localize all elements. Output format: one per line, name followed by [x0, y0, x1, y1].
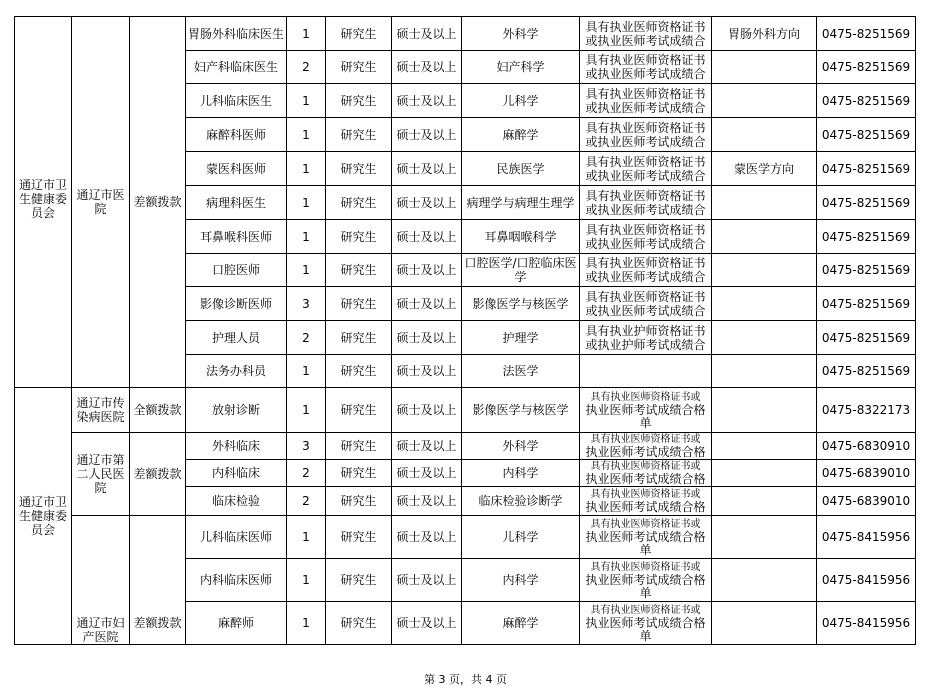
qualification-cell	[580, 84, 712, 118]
degree-cell: 硕士及以上	[392, 220, 462, 254]
other-requirement-cell	[712, 460, 817, 487]
education-cell: 研究生	[326, 254, 392, 287]
count-cell: 2	[287, 460, 326, 487]
qualification-cell	[580, 355, 712, 388]
degree-cell: 硕士及以上	[392, 321, 462, 355]
funding-cell: 差额拨款	[130, 17, 186, 388]
qualification-cell-text: 具有执业医师资格证书或执业医师考试成绩合	[585, 120, 706, 149]
count-cell: 1	[287, 516, 326, 559]
qualification-cell-text: 具有执业医师资格证书或执业医师考试成绩合	[585, 188, 706, 217]
other-requirement-cell	[712, 321, 817, 355]
position-cell: 放射诊断	[186, 388, 287, 433]
position-cell: 儿科临床医生	[186, 84, 287, 118]
qualification-line-2: 执业医师考试成绩合格单	[585, 572, 706, 600]
degree-cell: 硕士及以上	[392, 84, 462, 118]
phone-cell: 0475-8251569	[817, 118, 916, 152]
other-requirement-cell	[712, 220, 817, 254]
education-cell: 研究生	[326, 602, 392, 645]
education-cell: 研究生	[326, 516, 392, 559]
degree-cell: 硕士及以上	[392, 118, 462, 152]
other-requirement-cell	[712, 51, 817, 84]
hospital-cell: 通辽市妇产医院	[72, 516, 130, 645]
phone-cell: 0475-8251569	[817, 186, 916, 220]
phone-cell: 0475-6839010	[817, 460, 916, 487]
qualification-cell	[580, 118, 712, 152]
agency-cell: 通辽市卫生健康委员会	[15, 388, 72, 645]
count-cell: 3	[287, 287, 326, 321]
degree-cell: 硕士及以上	[392, 460, 462, 487]
qualification-text	[580, 433, 711, 459]
position-cell: 外科临床	[186, 433, 287, 460]
hospital-cell: 通辽市第二人民医院	[72, 433, 130, 516]
qualification-cell-text: 具有执业医师资格证书或执业医师考试成绩合	[585, 19, 706, 48]
other-requirement-cell	[712, 433, 817, 460]
phone-cell: 0475-8415956	[817, 602, 916, 645]
degree-cell: 硕士及以上	[392, 17, 462, 51]
position-cell: 胃肠外科临床医生	[186, 17, 287, 51]
major-cell: 影像医学与核医学	[462, 287, 580, 321]
major-cell: 口腔医学/口腔临床医学	[462, 254, 580, 287]
hospital-cell: 通辽市传染病医院	[72, 388, 130, 433]
other-requirement-cell	[712, 118, 817, 152]
qualification-line-2: 执业医师考试成绩合格单	[585, 402, 706, 430]
position-cell: 妇产科临床医生	[186, 51, 287, 84]
qualification-cell	[580, 388, 712, 433]
education-cell: 研究生	[326, 287, 392, 321]
phone-cell: 0475-8251569	[817, 84, 916, 118]
education-cell: 研究生	[326, 186, 392, 220]
major-cell: 儿科学	[462, 84, 580, 118]
degree-cell: 硕士及以上	[392, 355, 462, 388]
table-row	[15, 516, 916, 559]
qualification-cell	[580, 220, 712, 254]
position-cell: 儿科临床医师	[186, 516, 287, 559]
qualification-cell-text: 具有执业医师资格证书或执业医师考试成绩合	[585, 222, 706, 251]
major-cell: 外科学	[462, 17, 580, 51]
qualification-cell	[580, 460, 712, 487]
major-cell: 法医学	[462, 355, 580, 388]
position-cell: 病理科医生	[186, 186, 287, 220]
qualification-cell-text	[580, 357, 711, 385]
count-cell: 1	[287, 355, 326, 388]
education-cell: 研究生	[326, 559, 392, 602]
qualification-cell	[580, 17, 712, 51]
position-cell: 影像诊断医师	[186, 287, 287, 321]
count-cell: 1	[287, 388, 326, 433]
major-cell: 妇产科学	[462, 51, 580, 84]
qualification-cell	[580, 516, 712, 559]
recruitment-table	[14, 16, 916, 645]
phone-cell: 0475-8251569	[817, 17, 916, 51]
table-row	[15, 388, 916, 433]
degree-cell: 硕士及以上	[392, 433, 462, 460]
qualification-cell-text: 具有执业医师资格证书或执业医师考试成绩合	[585, 86, 706, 115]
qualification-line-1: 具有执业医师资格证书或	[590, 391, 701, 403]
qualification-line-2: 执业医师考试成绩合格	[585, 445, 706, 459]
major-cell: 内科学	[462, 559, 580, 602]
position-cell: 内科临床	[186, 460, 287, 487]
qualification-cell	[580, 487, 712, 516]
count-cell: 1	[287, 118, 326, 152]
phone-cell: 0475-8322173	[817, 388, 916, 433]
education-cell: 研究生	[326, 460, 392, 487]
qualification-line-1: 具有执业医师资格证书或	[590, 561, 701, 573]
qualification-cell-text: 具有执业医师资格证书或执业医师考试成绩合	[585, 53, 706, 81]
qualification-line-1: 具有执业医师资格证书或	[590, 604, 701, 616]
other-requirement-cell	[712, 602, 817, 645]
major-cell: 内科学	[462, 460, 580, 487]
qualification-cell	[580, 559, 712, 602]
count-cell: 3	[287, 433, 326, 460]
phone-cell: 0475-8251569	[817, 355, 916, 388]
qualification-cell-text: 具有执业医师资格证书或执业医师考试成绩合	[585, 256, 706, 284]
education-cell: 研究生	[326, 152, 392, 186]
major-cell: 耳鼻咽喉科学	[462, 220, 580, 254]
qualification-text	[580, 460, 711, 486]
other-requirement-cell: 蒙医学方向	[712, 152, 817, 186]
phone-cell: 0475-8251569	[817, 287, 916, 321]
position-cell: 内科临床医师	[186, 559, 287, 602]
qualification-line-1: 具有执业医师资格证书或	[590, 489, 701, 500]
degree-cell: 硕士及以上	[392, 559, 462, 602]
phone-cell: 0475-8251569	[817, 254, 916, 287]
phone-cell: 0475-8251569	[817, 51, 916, 84]
qualification-cell-text: 具有执业护师资格证书或执业护师考试成绩合	[585, 323, 706, 352]
qualification-cell	[580, 433, 712, 460]
degree-cell: 硕士及以上	[392, 516, 462, 559]
major-cell: 影像医学与核医学	[462, 388, 580, 433]
degree-cell: 硕士及以上	[392, 487, 462, 516]
education-cell: 研究生	[326, 355, 392, 388]
qualification-cell	[580, 321, 712, 355]
phone-cell: 0475-8415956	[817, 559, 916, 602]
other-requirement-cell: 胃肠外科方向	[712, 17, 817, 51]
hospital-cell: 通辽市医院	[72, 17, 130, 388]
qualification-cell	[580, 287, 712, 321]
education-cell: 研究生	[326, 220, 392, 254]
funding-cell: 差额拨款	[130, 433, 186, 516]
qualification-text	[580, 561, 711, 600]
qualification-line-2: 执业医师考试成绩合格	[585, 472, 706, 486]
major-cell: 民族医学	[462, 152, 580, 186]
count-cell: 2	[287, 487, 326, 516]
qualification-line-2: 执业医师考试成绩合格单	[585, 615, 706, 643]
funding-cell: 全额拨款	[130, 388, 186, 433]
phone-cell: 0475-8415956	[817, 516, 916, 559]
qualification-cell	[580, 254, 712, 287]
qualification-text	[580, 391, 711, 430]
qualification-text	[580, 518, 711, 557]
qualification-text	[580, 604, 711, 643]
position-cell: 护理人员	[186, 321, 287, 355]
major-cell: 儿科学	[462, 516, 580, 559]
qualification-cell-text: 具有执业医师资格证书或执业医师考试成绩合	[585, 154, 706, 183]
position-cell: 口腔医师	[186, 254, 287, 287]
major-cell: 麻醉学	[462, 118, 580, 152]
count-cell: 2	[287, 321, 326, 355]
other-requirement-cell	[712, 254, 817, 287]
major-cell: 病理学与病理生理学	[462, 186, 580, 220]
other-requirement-cell	[712, 84, 817, 118]
count-cell: 1	[287, 186, 326, 220]
phone-cell: 0475-8251569	[817, 152, 916, 186]
phone-cell: 0475-6839010	[817, 487, 916, 516]
qualification-line-1: 具有执业医师资格证书或	[590, 434, 701, 445]
education-cell: 研究生	[326, 487, 392, 516]
other-requirement-cell	[712, 516, 817, 559]
position-cell: 耳鼻喉科医师	[186, 220, 287, 254]
other-requirement-cell	[712, 487, 817, 516]
other-requirement-cell	[712, 287, 817, 321]
position-cell: 麻醉师	[186, 602, 287, 645]
table-row	[15, 17, 916, 51]
other-requirement-cell	[712, 355, 817, 388]
education-cell: 研究生	[326, 17, 392, 51]
qualification-cell-text: 具有执业医师资格证书或执业医师考试成绩合	[585, 289, 706, 318]
count-cell: 2	[287, 51, 326, 84]
count-cell: 1	[287, 84, 326, 118]
major-cell: 麻醉学	[462, 602, 580, 645]
table-row	[15, 433, 916, 460]
qualification-cell	[580, 602, 712, 645]
education-cell: 研究生	[326, 433, 392, 460]
qualification-line-1: 具有执业医师资格证书或	[590, 461, 701, 472]
qualification-line-1: 具有执业医师资格证书或	[590, 518, 701, 530]
phone-cell: 0475-8251569	[817, 321, 916, 355]
count-cell: 1	[287, 220, 326, 254]
count-cell: 1	[287, 254, 326, 287]
qualification-line-2: 执业医师考试成绩合格	[585, 500, 706, 514]
major-cell: 外科学	[462, 433, 580, 460]
other-requirement-cell	[712, 388, 817, 433]
position-cell: 蒙医科医师	[186, 152, 287, 186]
agency-cell-text: 通辽市卫生健康委员会	[18, 178, 67, 220]
count-cell: 1	[287, 559, 326, 602]
other-requirement-cell	[712, 186, 817, 220]
position-cell: 麻醉科医师	[186, 118, 287, 152]
degree-cell: 硕士及以上	[392, 152, 462, 186]
position-cell: 临床检验	[186, 487, 287, 516]
position-cell: 法务办科员	[186, 355, 287, 388]
education-cell: 研究生	[326, 51, 392, 84]
degree-cell: 硕士及以上	[392, 287, 462, 321]
qualification-text	[580, 488, 711, 514]
count-cell: 1	[287, 602, 326, 645]
funding-cell: 差额拨款	[130, 516, 186, 645]
education-cell: 研究生	[326, 118, 392, 152]
count-cell: 1	[287, 17, 326, 51]
education-cell: 研究生	[326, 388, 392, 433]
page-number-footer: 第 3 页，共 4 页	[424, 673, 507, 686]
degree-cell: 硕士及以上	[392, 186, 462, 220]
qualification-cell	[580, 51, 712, 84]
count-cell: 1	[287, 152, 326, 186]
qualification-cell	[580, 152, 712, 186]
other-requirement-cell	[712, 559, 817, 602]
education-cell: 研究生	[326, 84, 392, 118]
education-cell: 研究生	[326, 321, 392, 355]
phone-cell: 0475-8251569	[817, 220, 916, 254]
qualification-line-2: 执业医师考试成绩合格单	[585, 529, 706, 557]
phone-cell: 0475-6830910	[817, 433, 916, 460]
degree-cell: 硕士及以上	[392, 254, 462, 287]
degree-cell: 硕士及以上	[392, 602, 462, 645]
qualification-cell	[580, 186, 712, 220]
agency-cell	[15, 17, 72, 388]
degree-cell: 硕士及以上	[392, 51, 462, 84]
major-cell: 临床检验诊断学	[462, 487, 580, 516]
degree-cell: 硕士及以上	[392, 388, 462, 433]
major-cell: 护理学	[462, 321, 580, 355]
